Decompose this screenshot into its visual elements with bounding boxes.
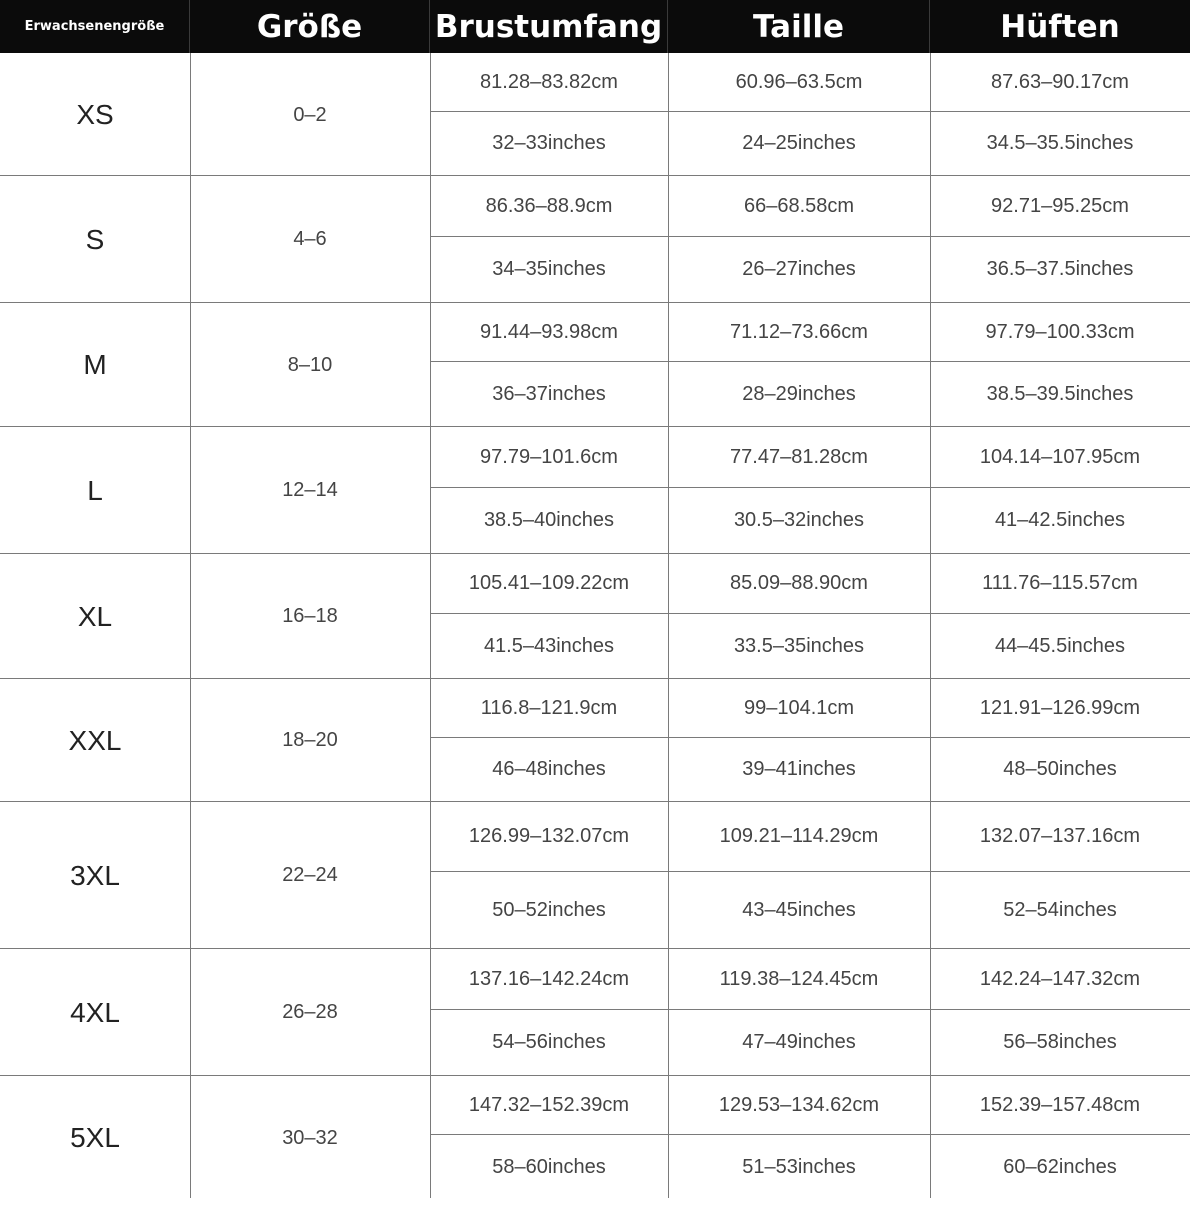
header-bust: Brustumfang (430, 0, 668, 53)
bust-cm-value: 105.41–109.22cm (468, 572, 630, 594)
bust-cm-value: 81.28–83.82cm (480, 71, 618, 93)
hip-cell (930, 427, 1190, 554)
sub-row-divider (668, 487, 930, 488)
waist-inch-value: 30.5–32inches (733, 509, 865, 531)
us-size-range: 8–10 (287, 353, 333, 376)
waist-cell (668, 1076, 930, 1200)
hip-cm-value: 97.79–100.33cm (985, 320, 1135, 343)
row-divider (0, 426, 1190, 427)
sub-row-divider (430, 1009, 668, 1010)
bust-cm-value: 147.32–152.39cm (468, 1093, 630, 1116)
bust-inch-value: 41.5–43inches (483, 634, 615, 657)
sub-row-divider (430, 111, 668, 112)
header-size: Größe (190, 0, 430, 53)
row-divider (0, 1075, 1190, 1076)
waist-cm-value: 109.21–114.29cm (719, 825, 879, 847)
hip-inch-value: 44–45.5inches (994, 634, 1126, 657)
waist-inch-value: 24–25inches (742, 132, 856, 154)
hip-cm-value: 142.24–147.32cm (979, 967, 1141, 990)
bust-inch-value: 58–60inches (492, 1155, 606, 1178)
waist-cell (668, 303, 930, 427)
size-label: L (87, 474, 103, 506)
hip-cm-value: 104.14–107.95cm (979, 445, 1141, 468)
waist-cm-value: 77.47–81.28cm (730, 445, 868, 468)
sub-row-divider (668, 613, 930, 614)
waist-cm-value: 119.38–124.45cm (719, 967, 879, 990)
us-size-range: 18–20 (282, 729, 338, 751)
waist-cell (668, 176, 930, 303)
sub-row-divider (930, 487, 1190, 488)
hip-cell (930, 554, 1190, 679)
bust-inch-value: 46–48inches (492, 758, 606, 780)
table-row (0, 554, 1190, 679)
waist-inch-value: 28–29inches (742, 382, 856, 405)
hip-inch-value: 36.5–37.5inches (986, 258, 1134, 280)
waist-cm-value: 60.96–63.5cm (735, 71, 863, 93)
bust-inch-value: 34–35inches (492, 258, 606, 280)
waist-cm-value: 71.12–73.66cm (730, 320, 868, 343)
hip-cell (930, 802, 1190, 949)
bust-cm-value: 91.44–93.98cm (480, 320, 618, 343)
waist-cm-value: 85.09–88.90cm (730, 572, 868, 594)
hip-cm-value: 87.63–90.17cm (991, 71, 1129, 93)
waist-inch-value: 39–41inches (742, 758, 856, 780)
table-row (0, 303, 1190, 427)
hip-cell (930, 679, 1190, 802)
sub-row-divider (430, 1134, 668, 1135)
hip-cm-value: 111.76–115.57cm (982, 572, 1138, 594)
waist-cell (668, 54, 930, 176)
sub-row-divider (668, 111, 930, 112)
size-label: S (85, 223, 105, 255)
waist-cell (668, 949, 930, 1076)
waist-cm-value: 66–68.58cm (743, 194, 855, 217)
sub-row-divider (430, 236, 668, 237)
sub-row-divider (930, 613, 1190, 614)
sub-row-divider (668, 737, 930, 738)
hip-inch-value: 52–54inches (1003, 898, 1117, 921)
bust-cell (430, 303, 668, 427)
bust-cm-value: 116.8–121.9cm (480, 696, 618, 719)
bust-inch-value: 32–33inches (492, 132, 606, 154)
waist-cell (668, 802, 930, 949)
size-label: 5XL (70, 1122, 120, 1153)
row-divider (0, 948, 1190, 949)
waist-inch-value: 47–49inches (742, 1031, 856, 1053)
bust-cm-value: 126.99–132.07cm (468, 825, 630, 847)
hip-cell (930, 54, 1190, 176)
hip-cell (930, 1076, 1190, 1200)
sub-row-divider (430, 871, 668, 872)
sub-row-divider (668, 1009, 930, 1010)
table-row (0, 1076, 1190, 1200)
sub-row-divider (430, 361, 668, 362)
column-divider (430, 53, 431, 1198)
column-divider (930, 53, 931, 1198)
size-label: XXL (68, 724, 122, 756)
bust-cell (430, 1076, 668, 1200)
hip-inch-value: 48–50inches (1003, 758, 1117, 780)
hip-inch-value: 38.5–39.5inches (986, 382, 1134, 405)
header-adult-size: Erwachsenengröße (0, 0, 190, 53)
sub-row-divider (668, 236, 930, 237)
table-row (0, 176, 1190, 303)
sub-row-divider (930, 111, 1190, 112)
waist-cell (668, 679, 930, 802)
us-size-range: 4–6 (293, 228, 327, 250)
column-divider (668, 53, 669, 1198)
bust-cm-value: 137.16–142.24cm (468, 967, 630, 990)
size-label: XS (76, 99, 114, 130)
hip-inch-value: 41–42.5inches (994, 509, 1126, 531)
row-divider (0, 553, 1190, 554)
row-divider (0, 302, 1190, 303)
waist-cell (668, 427, 930, 554)
sub-row-divider (430, 487, 668, 488)
hip-cm-value: 152.39–157.48cm (979, 1093, 1141, 1116)
waist-inch-value: 26–27inches (742, 258, 856, 280)
table-row (0, 949, 1190, 1076)
bust-cm-value: 97.79–101.6cm (480, 445, 618, 468)
bust-cell (430, 802, 668, 949)
us-size-range: 0–2 (293, 103, 327, 126)
us-size-range: 16–18 (282, 605, 338, 627)
bust-cell (430, 949, 668, 1076)
sub-row-divider (930, 871, 1190, 872)
waist-inch-value: 33.5–35inches (733, 634, 865, 657)
table-header (0, 0, 1190, 53)
hip-cm-value: 132.07–137.16cm (979, 825, 1141, 847)
bust-cell (430, 176, 668, 303)
size-label: 4XL (70, 996, 120, 1028)
column-divider (190, 53, 191, 1198)
bust-cell (430, 679, 668, 802)
waist-cm-value: 129.53–134.62cm (718, 1093, 880, 1116)
bust-inch-value: 54–56inches (492, 1031, 606, 1053)
table-row (0, 802, 1190, 949)
us-size-range: 22–24 (282, 864, 338, 886)
hip-inch-value: 34.5–35.5inches (986, 132, 1134, 154)
sub-row-divider (930, 361, 1190, 362)
bust-inch-value: 50–52inches (492, 898, 606, 921)
size-label: 3XL (70, 859, 120, 891)
waist-cell (668, 554, 930, 679)
hip-cell (930, 303, 1190, 427)
header-hips: Hüften (1000, 8, 1120, 45)
us-size-range: 26–28 (282, 1001, 338, 1023)
row-divider (0, 678, 1190, 679)
sub-row-divider (668, 1134, 930, 1135)
table-row (0, 679, 1190, 802)
size-label: XL (77, 600, 113, 632)
hip-inch-value: 56–58inches (1003, 1031, 1117, 1053)
header-waist: Taille (668, 0, 930, 53)
sub-row-divider (430, 613, 668, 614)
sub-row-divider (930, 236, 1190, 237)
row-divider (0, 175, 1190, 176)
waist-inch-value: 43–45inches (742, 898, 856, 921)
us-size-range: 12–14 (282, 479, 338, 501)
hip-inch-value: 60–62inches (1003, 1155, 1117, 1178)
table-row (0, 54, 1190, 176)
sub-row-divider (930, 1134, 1190, 1135)
bust-cell (430, 427, 668, 554)
hip-cell (930, 949, 1190, 1076)
bust-cell (430, 54, 668, 176)
sub-row-divider (930, 1009, 1190, 1010)
bust-cell (430, 554, 668, 679)
size-label: M (83, 349, 107, 380)
bust-inch-value: 36–37inches (492, 382, 606, 405)
sub-row-divider (430, 737, 668, 738)
sub-row-divider (668, 361, 930, 362)
us-size-range: 30–32 (282, 1126, 338, 1149)
table-row (0, 427, 1190, 554)
hip-cm-value: 121.91–126.99cm (979, 696, 1141, 719)
bust-cm-value: 86.36–88.9cm (485, 194, 613, 217)
sub-row-divider (668, 871, 930, 872)
waist-cm-value: 99–104.1cm (743, 696, 855, 719)
bust-inch-value: 38.5–40inches (483, 509, 615, 531)
row-divider (0, 801, 1190, 802)
hip-cm-value: 92.71–95.25cm (991, 194, 1129, 217)
hip-cell (930, 176, 1190, 303)
waist-inch-value: 51–53inches (742, 1155, 856, 1178)
sub-row-divider (930, 737, 1190, 738)
